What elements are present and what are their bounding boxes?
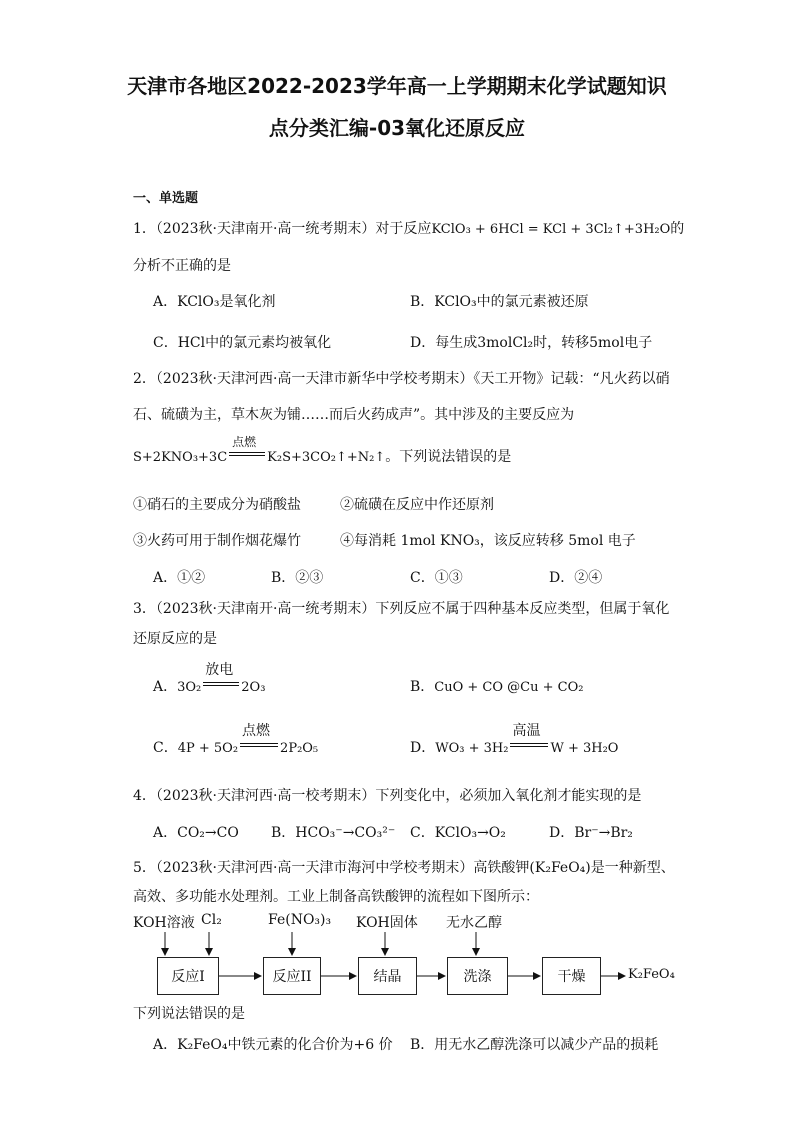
q4-option-a[interactable]: A．CO₂→CO <box>153 825 239 841</box>
q3-stem-line2: 还原反应的是 <box>133 631 217 647</box>
q1-stem-a: 1．（2023秋·天津南开·高一统考期末）对于反应 <box>133 221 432 237</box>
q3-option-a-right: 2O₃ <box>241 680 266 695</box>
flow-box-reaction-2: 反应II <box>263 957 321 995</box>
flow-box-crystallize: 结晶 <box>358 957 417 995</box>
q4-stem: 4．（2023秋·天津河西·高一校考期末）下列变化中，必须加入氧化剂才能实现的是 <box>133 788 642 804</box>
q1-stem-line2: 分析不正确的是 <box>133 258 231 274</box>
q3-option-c-label: C． <box>153 740 178 756</box>
q3-option-c-right: 2P₂O₅ <box>280 741 319 756</box>
q5-after-text: 下列说法错误的是 <box>133 1006 245 1022</box>
q2-statement-3: ③火药可用于制作烟花爆竹 <box>133 533 301 549</box>
flow-box-wash: 洗涤 <box>447 957 508 995</box>
q3-option-d-left: WO₃ + 3H₂ <box>435 741 509 756</box>
flow-input-cl2: Cl₂ <box>201 912 222 928</box>
q3-option-a-left: 3O₂ <box>177 680 202 695</box>
q3-option-b-label: B． <box>410 679 435 695</box>
flow-box-reaction-1: 反应I <box>157 957 219 995</box>
q3-stem-line1: 3．（2023秋·天津南开·高一统考期末）下列反应不属于四种基本反应类型，但属于氧化 <box>133 601 670 617</box>
q2-statement-4: ④每消耗 1mol KNO₃，该反应转移 5mol 电子 <box>340 533 636 549</box>
q1-option-c[interactable]: C．HCl中的氯元素均被氧化 <box>153 335 332 351</box>
section-heading: 一、单选题 <box>133 191 199 206</box>
q2-statement-2: ②硫磺在反应中作还原剂 <box>340 497 494 513</box>
flow-input-ethanol: 无水乙醇 <box>446 915 502 931</box>
q3-option-d-cond: 高温 <box>512 723 541 739</box>
flow-input-fe-nitrate: Fe(NO₃)₃ <box>268 912 332 928</box>
q3-option-d-label: D． <box>410 740 436 756</box>
page-title-line2: 点分类汇编-03氧化还原反应 <box>268 116 526 140</box>
q2-option-c[interactable]: C．①③ <box>410 570 463 586</box>
q4-option-b[interactable]: B．HCO₃⁻→CO₃²⁻ <box>271 825 396 841</box>
q2-stem-line2: 石、硫磺为主，草木灰为铺……而后火药成声”。其中涉及的主要反应为 <box>133 407 575 423</box>
q1-equation: KClO₃ + 6HCl = KCl + 3Cl₂↑+3H₂O <box>431 222 671 237</box>
q4-option-c[interactable]: C．KClO₃→O₂ <box>410 825 506 841</box>
flow-input-koh-solid: KOH固体 <box>356 915 418 931</box>
q2-option-a[interactable]: A．①② <box>153 570 206 586</box>
q3-option-c-left: 4P + 5O₂ <box>177 741 239 756</box>
q3-option-d-right: W + 3H₂O <box>550 741 619 756</box>
q2-eq-condition: 点燃 <box>232 435 257 449</box>
q5-stem-line2: 高效、多功能水处理剂。工业上制备高铁酸钾的流程如下图所示： <box>133 889 539 905</box>
q5-option-a[interactable]: A．K₂FeO₄中铁元素的化合价为+6 价 <box>153 1037 393 1053</box>
q2-option-b[interactable]: B．②③ <box>271 570 324 586</box>
q1-option-d[interactable]: D．每生成3molCl₂时，转移5mol电子 <box>410 335 653 351</box>
q2-statement-1: ①硝石的主要成分为硝酸盐 <box>133 497 301 513</box>
q2-eq-tail: 。下列说法错误的是 <box>385 449 512 465</box>
q3-option-c-cond: 点燃 <box>242 723 271 739</box>
q1-option-b[interactable]: B．KClO₃中的氯元素被还原 <box>410 294 589 310</box>
q3-option-a-cond: 放电 <box>205 662 234 678</box>
q5-option-b[interactable]: B．用无水乙醇洗涤可以减少产品的损耗 <box>410 1037 659 1053</box>
flow-input-koh-solution: KOH溶液 <box>133 915 195 931</box>
q3-option-b-text: CuO + CO @Cu + CO₂ <box>434 680 584 695</box>
q2-eq-right: K₂S+3CO₂↑+N₂↑ <box>267 450 386 465</box>
page-title-line1: 天津市各地区2022-2023学年高一上学期期末化学试题知识 <box>127 74 667 98</box>
q2-stem-line1: 2．（2023秋·天津河西·高一天津市新华中学校考期末）《天工开物》记载：“凡火药以硝 <box>133 371 670 387</box>
q4-option-d[interactable]: D．Br⁻→Br₂ <box>549 825 633 841</box>
q1-stem-b: 的 <box>670 221 685 237</box>
flow-product: K₂FeO₄ <box>628 967 675 982</box>
q2-eq-left: S+2KNO₃+3C <box>133 450 228 465</box>
q2-option-d[interactable]: D．②④ <box>549 570 603 586</box>
q1-option-a[interactable]: A．KClO₃是氧化剂 <box>153 294 276 310</box>
q3-option-a-label: A． <box>153 679 178 695</box>
q5-stem-line1: 5．（2023秋·天津河西·高一天津市海河中学校考期末）高铁酸钾(K₂FeO₄)是一种新型、 <box>133 860 675 876</box>
flow-box-dry: 干燥 <box>542 957 601 995</box>
